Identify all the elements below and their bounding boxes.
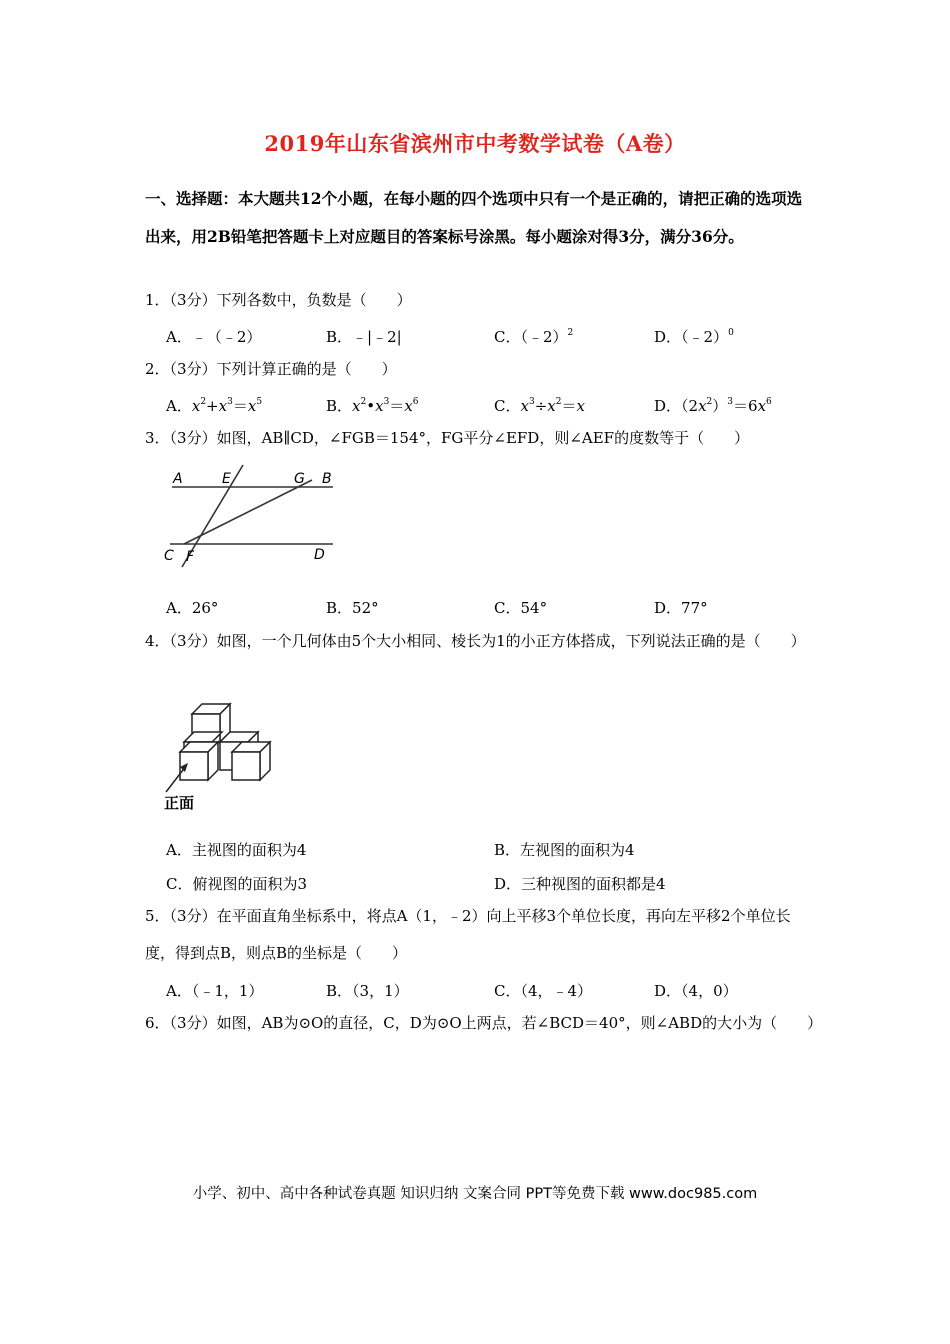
q5-option-c: C．（4，﹣4）: [494, 982, 593, 1000]
page-footer: 小学、初中、高中各种试卷真题 知识归纳 文案合同 PPT等免费下载 www.doc985.com: [192, 1186, 758, 1202]
q4-option-d: D．三种视图的面积都是4: [494, 875, 666, 893]
question-5-options: [166, 980, 806, 1004]
q2-option-b: B．$x^2•x^3=x^6$: [326, 397, 419, 415]
q2-option-d: D．$(2x^2)^3=6x^6$: [654, 397, 772, 415]
question-6-stem: 6．（3分）如图，AB为⊙O的直径，C，D为⊙O上两点，若∠BCD＝40°，则∠ABD的大小为（ ）: [145, 1014, 823, 1032]
q5-option-d: D．（4，0）: [654, 982, 738, 1000]
q4-option-c: C．俯视图的面积为3: [166, 875, 308, 893]
label-g: G: [294, 471, 305, 487]
q3-option-a: A．26°: [166, 599, 219, 617]
question-4-options-row1: [166, 839, 806, 863]
q4-option-a: A．主视图的面积为4: [166, 841, 307, 859]
label-a: A: [173, 471, 183, 487]
question-3-stem: 3．（3分）如图，AB∥CD，∠FGB＝154°，FG平分∠EFD，则∠AEF的度数等于（ ）: [145, 429, 750, 447]
exam-title: 2019年山东省滨州市中考数学试卷（A卷）: [264, 131, 686, 156]
q1-option-c: C．（﹣2）$^2$: [494, 328, 574, 346]
label-b: B: [322, 471, 332, 487]
question-1-options: [166, 326, 806, 350]
q3-option-b: B．52°: [326, 599, 379, 617]
question-4-options-row2: [166, 873, 806, 897]
question-4-stem: 4．（3分）如图，一个几何体由5个大小相同、棱长为1的小正方体搭成，下列说法正确的是（ ）: [145, 632, 806, 650]
q5-option-b: B．（3，1）: [326, 982, 409, 1000]
q4-option-b: B．左视图的面积为4: [494, 841, 635, 859]
question-2-options: [166, 395, 806, 419]
question-5-stem: 5．（3分）在平面直角坐标系中，将点A（1，﹣2）向上平移3个单位长度，再向左平移2个单位长度，得到点B，则点B的坐标是（ ）: [145, 907, 791, 962]
question-3-options: [166, 597, 806, 621]
q5-option-a: A．（﹣1，1）: [166, 982, 264, 1000]
q1-option-a: A．﹣（﹣2）: [166, 328, 262, 346]
line-fg: [184, 480, 312, 544]
label-e: E: [222, 471, 231, 487]
q2-option-c: C．$x^3\div x^2=x$: [494, 397, 585, 415]
q2-option-a: A．$x^2+x^3=x^5$: [166, 397, 263, 415]
question-1-stem: 1．（3分）下列各数中，负数是（ ）: [145, 291, 412, 309]
label-d: D: [314, 547, 325, 563]
q1-option-d: D．（﹣2）$^0$: [654, 328, 734, 346]
cubes-figure: [160, 696, 280, 816]
q3-option-c: C．54°: [494, 599, 548, 617]
front-view-label: 正面: [164, 794, 195, 812]
question-2-stem: 2．（3分）下列计算正确的是（ ）: [145, 360, 397, 378]
section-header: 一、选择题：本大题共12个小题，在每小题的四个选项中只有一个是正确的，请把正确的选项选出来，用2B铅笔把答题卡上对应题目的答案标号涂黑。每小题涂对得3分，满分36分。: [145, 189, 803, 246]
q1-option-b: B．﹣|﹣2|: [326, 328, 402, 346]
parallel-lines-figure: [160, 462, 340, 572]
label-f: F: [186, 549, 195, 565]
q3-option-d: D．77°: [654, 599, 708, 617]
label-c: C: [164, 548, 174, 564]
